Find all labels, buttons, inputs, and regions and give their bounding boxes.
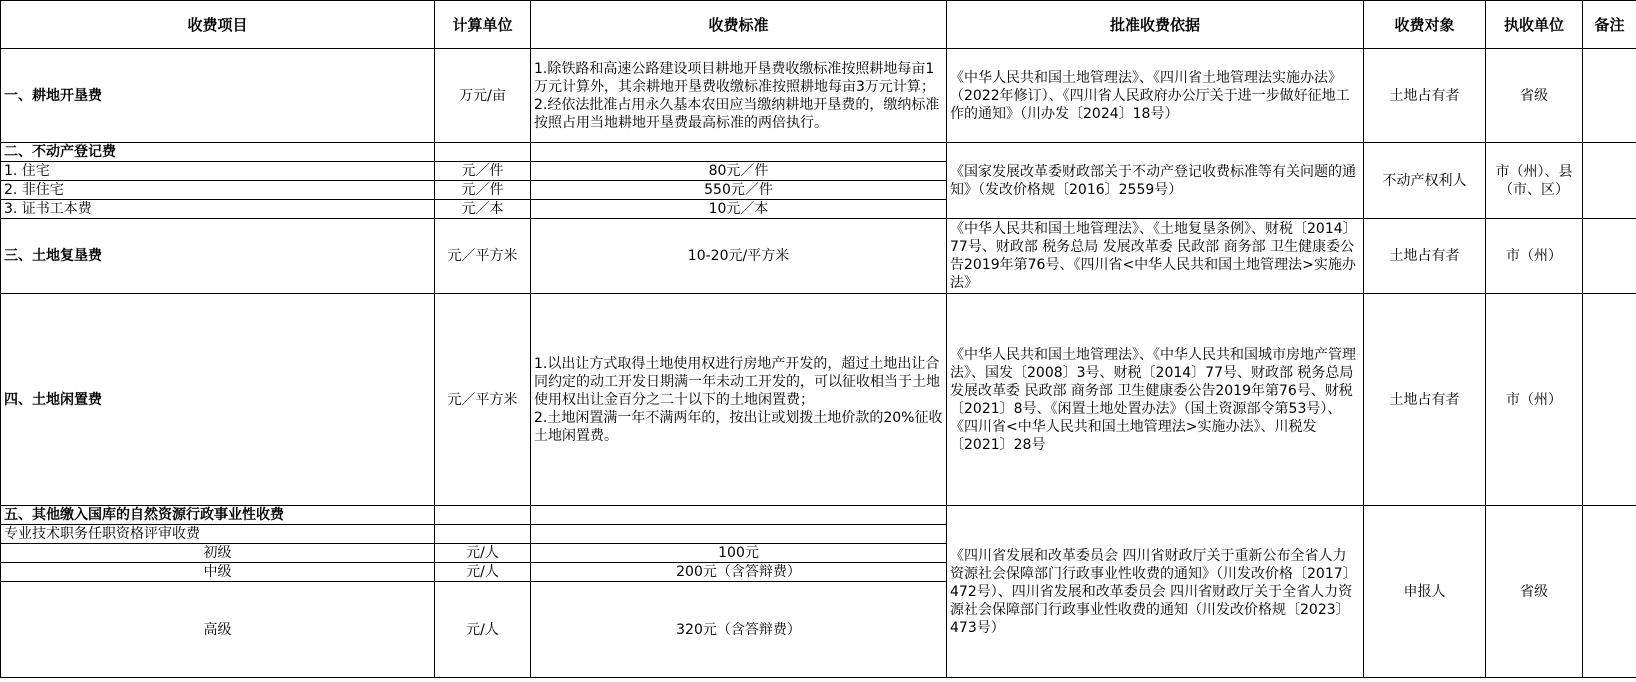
agency-cell: 市（州） xyxy=(1486,219,1583,294)
unit-cell xyxy=(435,506,531,525)
unit-cell: 元/人 xyxy=(435,582,531,678)
basis-cell: 《中华人民共和国土地管理法》、《土地复垦条例》、财税〔2014〕77号、财政部 税务总局 发展改革委 民政部 商务部 卫生健康委公告2019年第76号、《四川省<中华人民共和国土地管理法>实施办法》 xyxy=(947,219,1364,294)
standard-cell: 1.以出让方式取得土地使用权进行房地产开发的，超过土地出让合同约定的动工开发日期满一年未动工开发的，可以征收相当于土地使用权出让金百分之二十以下的土地闲置费； 2.土地闲置满一年不满两年的，按出让或划拨土地价款的20%征收土地闲置费。 xyxy=(531,294,947,506)
target-cell: 不动产权利人 xyxy=(1364,143,1486,219)
item-cell: 三、土地复垦费 xyxy=(1,219,435,294)
remark-cell xyxy=(1583,49,1636,143)
item-cell: 1. 住宅 xyxy=(1,162,435,181)
header-agency: 执收单位 xyxy=(1486,1,1583,49)
basis-cell: 《中华人民共和国土地管理法》、《中华人民共和国城市房地产管理法》、国发〔2008〕3号、财税〔2014〕77号、财政部 税务总局 发展改革委 民政部 商务部 卫生健康委公告2019年第76号、财税〔2021〕8号、《闲置土地处置办法》（国土资源部令第53号）、《四川省<中华人民共和国土地管理法>实施办法》、川税发〔2021〕28号 xyxy=(947,294,1364,506)
target-cell: 申报人 xyxy=(1364,506,1486,678)
table-row xyxy=(1,294,1636,506)
table-row xyxy=(1,49,1636,143)
header-basis: 批准收费依据 xyxy=(947,1,1364,49)
item-cell: 初级 xyxy=(1,544,435,563)
header-target: 收费对象 xyxy=(1364,1,1486,49)
standard-cell: 1.除铁路和高速公路建设项目耕地开垦费收缴标准按照耕地每亩1万元计算外，其余耕地开垦费收缴标准按照耕地每亩3万元计算； 2.经依法批准占用永久基本农田应当缴纳耕地开垦费的，缴纳标准按照占用当地耕地开垦费最高标准的两倍执行。 xyxy=(531,49,947,143)
unit-cell xyxy=(435,525,531,544)
remark-cell xyxy=(1583,506,1636,678)
standard-cell: 10元／本 xyxy=(531,200,947,219)
unit-cell: 元／件 xyxy=(435,162,531,181)
remark-cell xyxy=(1583,143,1636,219)
header-standard: 收费标准 xyxy=(531,1,947,49)
target-cell: 土地占有者 xyxy=(1364,219,1486,294)
item-cell: 3. 证书工本费 xyxy=(1,200,435,219)
agency-cell: 市（州）、县（市、区） xyxy=(1486,143,1583,219)
standard-cell xyxy=(531,143,947,162)
table-row xyxy=(1,143,1636,162)
item-cell: 二、不动产登记费 xyxy=(1,143,435,162)
unit-cell xyxy=(435,143,531,162)
header-remark: 备注 xyxy=(1583,1,1636,49)
unit-cell: 元/人 xyxy=(435,563,531,582)
standard-cell: 100元 xyxy=(531,544,947,563)
agency-cell: 省级 xyxy=(1486,49,1583,143)
item-subtitle-cell: 专业技术职务任职资格评审收费 xyxy=(1,525,435,544)
unit-cell: 万元/亩 xyxy=(435,49,531,143)
unit-cell: 元／件 xyxy=(435,181,531,200)
item-cell: 高级 xyxy=(1,582,435,678)
standard-cell: 320元（含答辩费） xyxy=(531,582,947,678)
target-cell: 土地占有者 xyxy=(1364,294,1486,506)
item-cell: 一、耕地开垦费 xyxy=(1,49,435,143)
standard-cell xyxy=(531,525,947,544)
target-cell: 土地占有者 xyxy=(1364,49,1486,143)
table-row xyxy=(1,506,1636,525)
remark-cell xyxy=(1583,294,1636,506)
standard-cell: 10-20元/平方米 xyxy=(531,219,947,294)
unit-cell: 元／平方米 xyxy=(435,294,531,506)
agency-cell: 省级 xyxy=(1486,506,1583,678)
item-cell: 五、其他缴入国库的自然资源行政事业性收费 xyxy=(1,506,435,525)
item-cell: 2. 非住宅 xyxy=(1,181,435,200)
header-row xyxy=(1,1,1636,49)
unit-cell: 元/人 xyxy=(435,544,531,563)
header-item: 收费项目 xyxy=(1,1,435,49)
item-cell: 中级 xyxy=(1,563,435,582)
agency-cell: 市（州） xyxy=(1486,294,1583,506)
standard-cell xyxy=(531,506,947,525)
basis-cell: 《四川省发展和改革委员会 四川省财政厅关于重新公布全省人力资源社会保障部门行政事业性收费的通知》（川发改价格〔2017〕472号）、四川省发展和改革委员会 四川省财政厅关于全省人力资源社会保障部门行政事业性收费的通知（川发改价格规〔2023〕473号） xyxy=(947,506,1364,678)
header-unit: 计算单位 xyxy=(435,1,531,49)
unit-cell: 元／本 xyxy=(435,200,531,219)
basis-cell: 《中华人民共和国土地管理法》、《四川省土地管理法实施办法》（2022年修订）、《四川省人民政府办公厅关于进一步做好征地工作的通知》（川办发〔2024〕18号） xyxy=(947,49,1364,143)
table-row xyxy=(1,219,1636,294)
standard-cell: 200元（含答辩费） xyxy=(531,563,947,582)
remark-cell xyxy=(1583,219,1636,294)
standard-cell: 80元／件 xyxy=(531,162,947,181)
basis-cell: 《国家发展改革委财政部关于不动产登记收费标准等有关问题的通知》（发改价格规〔2016〕2559号） xyxy=(947,143,1364,219)
item-cell: 四、土地闲置费 xyxy=(1,294,435,506)
standard-cell: 550元／件 xyxy=(531,181,947,200)
unit-cell: 元／平方米 xyxy=(435,219,531,294)
